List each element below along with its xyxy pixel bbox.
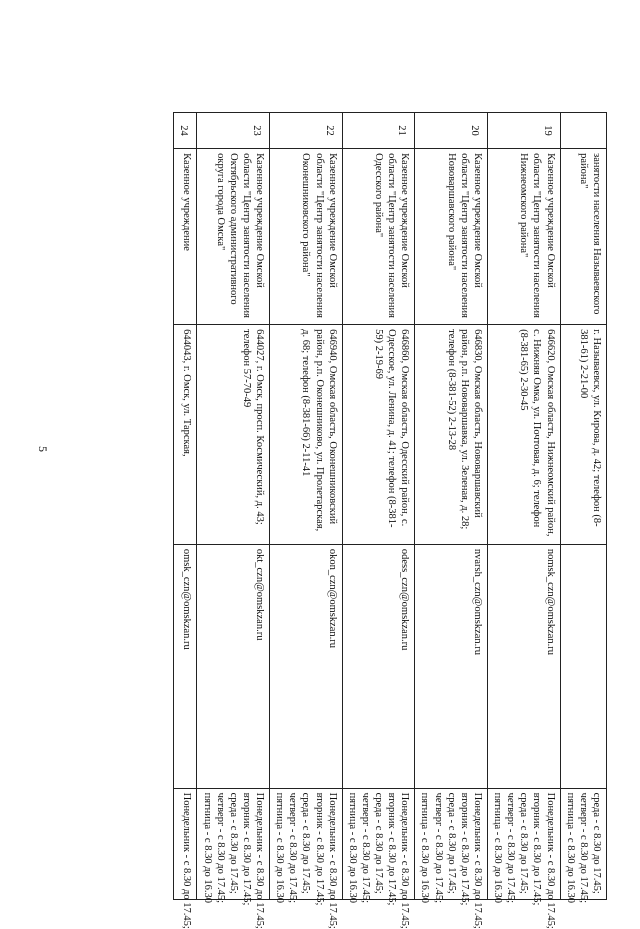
org-email: okon_czn@omskzan.ru: [270, 544, 343, 788]
org-email: nvarsh_czn@omskzan.ru: [415, 544, 488, 788]
schedule-line: среда - с 8.30 до 17.45;: [591, 792, 602, 894]
table-row: [270, 113, 343, 900]
schedule-line: вторник - с 8.30 до 17.45;: [458, 792, 470, 906]
schedule-line: Понедельник - с 8.30 до 17.45;: [326, 792, 338, 929]
org-name: Казенное учреждение Омской области "Центр занятости населения Оконешниковского района": [270, 149, 343, 325]
org-name: Казенное учреждение: [174, 149, 197, 325]
org-email: [560, 544, 606, 788]
org-email: okt_czn@omskzan.ru: [197, 544, 270, 788]
schedule-line: пятница - с 8.30 до 16.30: [201, 792, 213, 904]
org-address: 646940, Омская область, Оконешниковский район, р.п. Оконешниково, ул. Пролетарская, д. 68; телефон (8-381-66) 2-11-41: [270, 325, 343, 545]
schedule-line: Понедельник - с 8.30 до 17.45;: [472, 792, 483, 929]
schedule-line: Понедельник - с 8.30 до 17.45;: [399, 792, 411, 929]
org-address: 646620, Омская область, Нижнеомский район, с. Нижняя Омка, ул. Почтовая, д. 6; телефон (8-381-65) 2-30-45: [488, 325, 561, 545]
table-row: [174, 113, 197, 900]
org-schedule: [270, 788, 343, 929]
table-row: [488, 113, 561, 900]
row-number: 24: [174, 113, 197, 149]
row-number: 23: [197, 113, 270, 149]
row-number: [560, 113, 606, 149]
schedule-line: четверг - с 8.30 до 17.45;: [505, 792, 517, 904]
row-number: 21: [342, 113, 415, 149]
schedule-line: пятница - с 8.30 до 16.30: [492, 792, 504, 904]
org-schedule: [342, 788, 415, 929]
schedule-line: пятница - с 8.30 до 16.30: [564, 792, 576, 904]
org-email: omsk_czn@omskzan.ru: [174, 544, 197, 788]
org-address: г. Называевск, ул. Кирова, д. 42; телефон (8-381-61) 2-21-00: [560, 325, 606, 545]
schedule-line: среда - с 8.30 до 17.45;: [373, 792, 385, 894]
schedule-line: Понедельник - с 8.30 до 17.45;: [254, 792, 266, 929]
employment-centers-table: [173, 112, 607, 929]
row-number: 20: [415, 113, 488, 149]
org-email: nomsk_czn@omskzan.ru: [488, 544, 561, 788]
org-name: Казенное учреждение Омской области "Центр занятости населения Октябрьского административного округа города Омска": [197, 149, 270, 325]
schedule-line: Понедельник - с 8.30 до 17.45;: [544, 792, 556, 929]
schedule-line: пятница - с 8.30 до 16.30: [274, 792, 286, 904]
org-name: Казенное учреждение Омской области "Центр занятости населения Нижнеомского района": [488, 149, 561, 325]
schedule-line: вторник - с 8.30 до 17.45;: [241, 792, 252, 906]
org-email: odess_czn@omskzan.ru: [342, 544, 415, 788]
schedule-line: четверг - с 8.30 до 17.45;: [214, 792, 226, 904]
row-number: 19: [488, 113, 561, 149]
schedule-line: среда - с 8.30 до 17.45;: [227, 792, 239, 894]
schedule-line: четверг - с 8.30 до 17.45;: [432, 792, 444, 904]
org-address: 644027, г. Омск, просп. Космический, д. 43; телефон 57-70-49: [197, 325, 270, 545]
org-schedule: [488, 788, 561, 929]
org-address: 646830, Омская область, Нововаршавский район, р.п. Нововаршавка, ул. Зеленая, д. 28; телефон (8-381-52) 2-13-28: [415, 325, 488, 545]
schedule-line: среда - с 8.30 до 17.45;: [300, 792, 312, 894]
table-row: [560, 113, 606, 900]
schedule-line: Понедельник - с 8.30 до 17.45;: [181, 792, 193, 929]
schedule-line: вторник - с 8.30 до 17.45;: [313, 792, 325, 906]
org-name: Казенное учреждение Омской области "Центр занятости населения Одесского района": [342, 149, 415, 325]
org-schedule: [560, 788, 606, 904]
schedule-line: четверг - с 8.30 до 17.45;: [360, 792, 371, 904]
table-row: [342, 113, 415, 900]
table-row: [415, 113, 488, 900]
schedule-line: среда - с 8.30 до 17.45;: [445, 792, 457, 894]
org-schedule: [197, 788, 270, 929]
org-name: занятости населения Называевского района": [560, 149, 606, 325]
rotated-table-container: [84, 112, 607, 929]
org-schedule: [174, 788, 197, 929]
schedule-line: четверг - с 8.30 до 17.45;: [287, 792, 299, 904]
table-row: [197, 113, 270, 900]
schedule-line: вторник - с 8.30 до 17.45;: [531, 792, 543, 906]
schedule-line: четверг - с 8.30 до 17.45;: [577, 792, 589, 904]
org-name: Казенное учреждение Омской области "Центр занятости населения Нововаршавского района": [415, 149, 488, 325]
schedule-line: пятница - с 8.30 до 16.30: [419, 792, 431, 904]
schedule-line: среда - с 8.30 до 17.45;: [518, 792, 530, 894]
org-address: 646860, Омская область, Одесский район, с. Одесское, ул. Ленина, д. 41; телефон (8-381-59) 2-19-69: [342, 325, 415, 545]
org-schedule: [415, 788, 488, 929]
page-number: 5: [36, 446, 50, 452]
org-address: 644043, г. Омск, ул. Тарская,: [174, 325, 197, 545]
schedule-line: вторник - с 8.30 до 17.45;: [386, 792, 398, 906]
table-body: [174, 113, 607, 929]
schedule-line: пятница - с 8.30 до 16.30: [346, 792, 358, 904]
row-number: 22: [270, 113, 343, 149]
